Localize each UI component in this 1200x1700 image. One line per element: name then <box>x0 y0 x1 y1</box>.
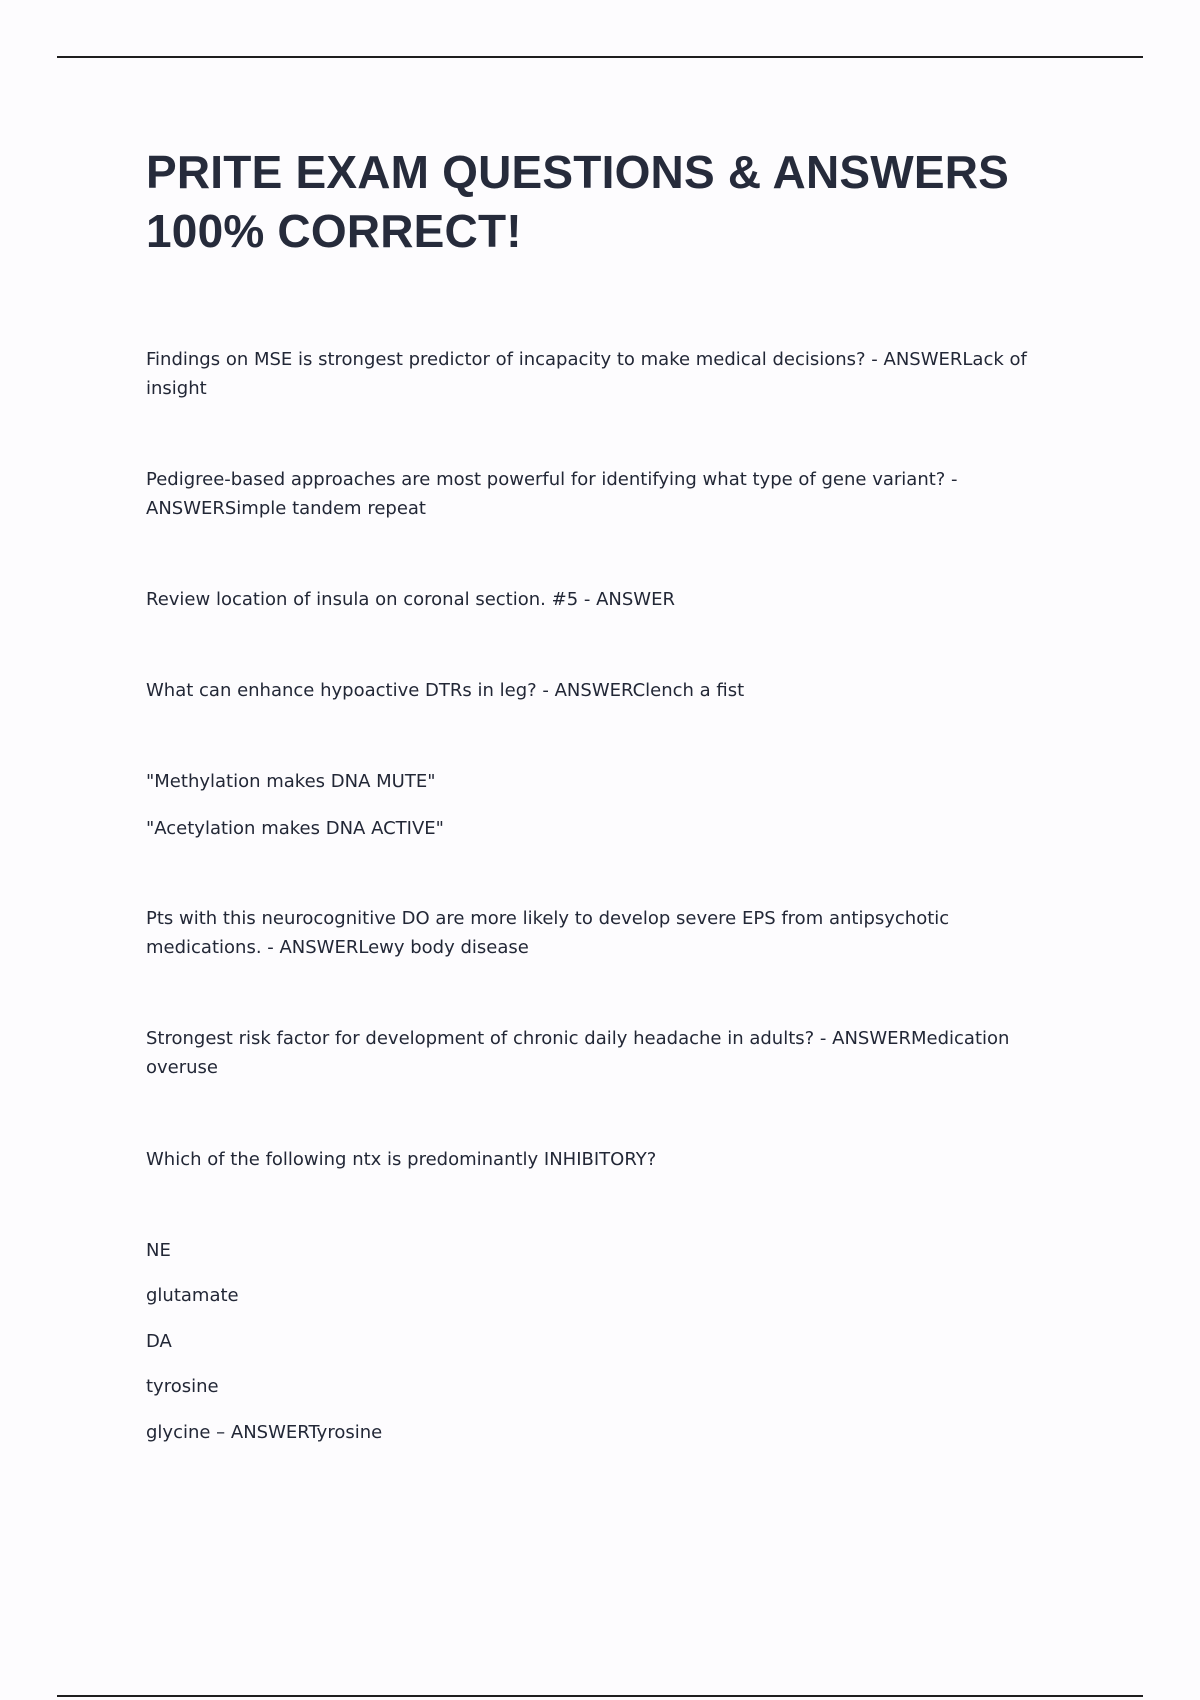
option-tyrosine: tyrosine <box>146 1376 219 1397</box>
question-inhibitory-ntx: Which of the following ntx is predominantly INHIBITORY? <box>146 1149 657 1170</box>
mnemonic-methylation: "Methylation makes DNA MUTE" <box>146 771 436 792</box>
mnemonic-acetylation: "Acetylation makes DNA ACTIVE" <box>146 818 444 839</box>
option-glutamate: glutamate <box>146 1285 239 1306</box>
qa-entry-hypoactive-dtrs: What can enhance hypoactive DTRs in leg? - ANSWERClench a fist <box>146 680 745 701</box>
qa-entry-mse-insight: Findings on MSE is strongest predictor of incapacity to make medical decisions? - ANSWERLack of insight <box>146 349 1027 399</box>
footer-rule <box>57 1695 1143 1697</box>
qa-entry-chronic-headache: Strongest risk factor for development of chronic daily headache in adults? - ANSWERMedication overuse <box>146 1028 1010 1078</box>
qa-entry-pedigree-variant: Pedigree-based approaches are most powerful for identifying what type of gene variant? - ANSWERSimple tandem repeat <box>146 469 958 519</box>
option-ne: NE <box>146 1240 171 1261</box>
qa-entry-lewy-body: Pts with this neurocognitive DO are more likely to develop severe EPS from antipsychotic medications. - ANSWERLewy body disease <box>146 908 950 958</box>
title-line-2: 100% CORRECT! <box>146 205 522 257</box>
option-da: DA <box>146 1331 172 1352</box>
qa-entry-insula-location: Review location of insula on coronal section. #5 - ANSWER <box>146 589 675 610</box>
title-line-1: PRITE EXAM QUESTIONS & ANSWERS <box>146 146 1010 198</box>
document-title <box>146 143 1126 261</box>
header-rule <box>57 56 1143 58</box>
option-glycine-answer: glycine – ANSWERTyrosine <box>146 1422 383 1443</box>
